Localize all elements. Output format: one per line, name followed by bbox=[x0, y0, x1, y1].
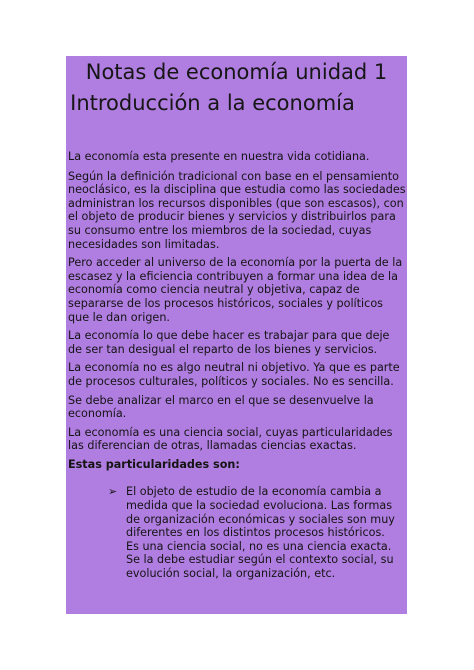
paragraph: La economía esta presente en nuestra vida cotidiana. bbox=[68, 150, 370, 163]
purple-content-box bbox=[66, 56, 407, 614]
section-heading: Estas particularidades son: bbox=[68, 457, 240, 471]
paragraph: La economía no es algo neutral ni objetivo. Ya que es parte de procesos culturales, políticos y sociales. No es sencilla. bbox=[68, 361, 400, 388]
paragraph: Pero acceder al universo de la economía por la puerta de la escasez y la eficiencia contribuyen a formar una idea de la economía como ciencia neutral y objetiva, capaz de separarse de los procesos históricos, sociales y políticos que le dan origen. bbox=[68, 256, 403, 324]
document-title: Notas de economía unidad 1 bbox=[85, 60, 388, 84]
bullet-line: medida que la sociedad evoluciona. Las formas bbox=[126, 499, 393, 513]
bullet-line: Es una ciencia social, no es una ciencia exacta. bbox=[126, 539, 392, 553]
bullet-line: diferentes en los distintos procesos históricos. bbox=[126, 526, 385, 540]
paragraph: Se debe analizar el marco en el que se desenvuelve la economía. bbox=[68, 393, 374, 421]
arrow-bullet-icon: ➢ bbox=[108, 485, 118, 499]
document-subtitle: Introducción a la economía bbox=[70, 91, 355, 115]
bullet-text bbox=[126, 485, 406, 580]
paragraph: Según la definición tradicional con base en el pensamiento neoclásico, es la disciplina que estudia como las sociedades administran los recursos disponibles (que son escasos), con el objeto de producir bienes y servicios y distribuirlos para su consumo entre los miembros de la sociedad, cuyas necesidades son limitadas. bbox=[68, 169, 406, 251]
bullet-line: de organización económicas y sociales son muy bbox=[126, 512, 395, 526]
bullet-line: Se la debe estudiar según el contexto social, su bbox=[126, 553, 394, 567]
paragraph: La economía lo que debe hacer es trabajar para que deje de ser tan desigual el reparto de los bienes y servicios. bbox=[68, 329, 390, 356]
paragraph: La economía es una ciencia social, cuyas particularidades las diferencian de otras, llamadas ciencias exactas. bbox=[68, 425, 393, 453]
bullet-line: El objeto de estudio de la economía cambia a bbox=[126, 485, 382, 499]
body-text bbox=[68, 150, 406, 581]
bullet-line: evolución social, la organización, etc. bbox=[126, 567, 336, 581]
bullet-list-item bbox=[68, 485, 406, 580]
